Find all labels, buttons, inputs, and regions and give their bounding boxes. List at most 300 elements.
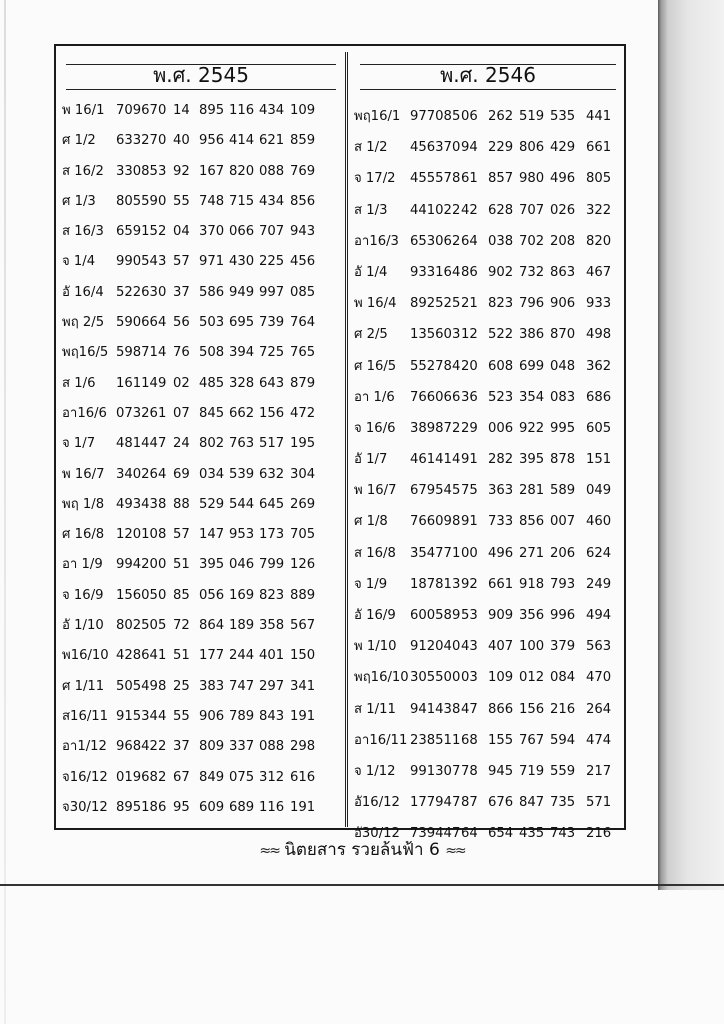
first-prize-number: 598714 [116,345,167,361]
draw-date: อั30/12 [354,826,400,842]
draw-date: พฤ 1/8 [62,496,105,512]
lottery-table [54,44,626,842]
three-digit-number: 244 [229,648,255,664]
three-digit-number: 806 [519,140,545,156]
two-digit-number: 55 [173,708,190,724]
three-digit-number: 859 [290,133,316,149]
three-digit-number: 156 [259,405,285,421]
three-digit-number: 689 [229,799,255,815]
two-digit-number: 04 [173,224,190,240]
three-digit-number: 056 [199,587,225,603]
three-digit-number: 733 [488,514,514,530]
two-digit-number: 75 [461,483,478,499]
three-digit-number: 535 [550,109,576,124]
three-digit-number: 956 [199,133,225,149]
three-digit-number: 189 [229,618,255,634]
two-digit-number: 68 [461,732,478,748]
three-digit-number: 662 [229,405,255,421]
two-digit-number: 02 [173,375,190,391]
draw-date: ส16/11 [62,708,109,724]
draw-date: จ 1/9 [354,576,388,592]
three-digit-number: 789 [229,708,255,724]
header-rule-bottom [66,89,336,90]
three-digit-number: 496 [488,545,514,561]
three-digit-number: 262 [488,109,514,124]
first-prize-number: 633270 [116,133,167,149]
three-digit-number: 632 [259,466,285,482]
three-digit-number: 594 [550,732,576,748]
three-digit-number: 628 [488,202,514,218]
three-digit-number: 943 [290,224,316,240]
three-digit-number: 341 [290,678,316,694]
three-digit-number: 735 [550,795,576,811]
three-digit-number: 429 [550,140,576,156]
two-digit-number: 95 [173,799,190,815]
two-digit-number: 20 [461,358,478,374]
two-digit-number: 06 [461,109,478,124]
three-digit-number: 799 [259,557,285,573]
two-digit-number: 64 [461,826,478,842]
draw-date: ส 16/2 [62,163,104,179]
three-digit-number: 208 [550,233,576,249]
three-digit-number: 467 [586,264,612,280]
three-digit-number: 430 [229,254,255,270]
three-digit-number: 769 [290,163,316,179]
three-digit-number: 383 [199,678,225,694]
three-digit-number: 539 [229,466,255,482]
draw-date: ศ 1/8 [354,514,388,530]
three-digit-number: 066 [229,224,255,240]
three-digit-number: 823 [259,587,285,603]
draw-date: อั16/12 [354,795,400,811]
first-prize-number: 135603 [410,327,461,343]
three-digit-number: 661 [586,140,612,156]
two-digit-number: 88 [173,496,190,512]
three-digit-number: 856 [290,193,316,209]
draw-date: ศ 2/5 [354,327,388,343]
three-digit-number: 012 [519,670,545,686]
three-digit-number: 608 [488,358,514,374]
three-digit-number: 845 [199,405,225,421]
three-digit-number: 407 [488,639,514,655]
two-digit-number: 29 [461,420,478,436]
three-digit-number: 586 [199,284,225,300]
year-column-2545 [60,46,342,815]
three-digit-number: 909 [488,608,514,623]
first-prize-number: 679545 [410,483,461,499]
three-digit-number: 006 [488,420,514,436]
three-digit-number: 732 [519,264,545,280]
three-digit-number: 169 [229,587,255,603]
first-prize-number: 659152 [116,224,167,240]
draw-date: ศ 1/11 [62,678,105,694]
three-digit-number: 589 [550,483,576,499]
draw-date: จ 1/4 [62,254,96,270]
draw-date: อั 1/10 [62,618,104,634]
two-digit-number: 92 [461,576,478,592]
first-prize-number: 522630 [116,284,167,300]
draw-date: พ16/10 [62,648,109,664]
three-digit-number: 796 [519,296,545,312]
two-digit-number: 53 [461,608,478,623]
three-digit-number: 217 [586,763,612,779]
two-digit-number: 57 [173,254,190,270]
draw-date: อา 1/6 [354,389,395,405]
three-digit-number: 857 [488,171,514,187]
two-digit-number: 24 [173,436,190,452]
page-bottom-rule [0,884,724,886]
three-digit-number: 707 [259,224,285,240]
three-digit-number: 249 [586,576,612,592]
draw-date: จ 16/6 [354,420,396,436]
three-digit-number: 470 [586,670,612,686]
first-prize-number: 455578 [410,171,461,187]
three-digit-number: 206 [550,545,576,561]
first-prize-number: 990543 [116,254,167,270]
three-digit-number: 173 [259,527,285,543]
three-digit-number: 661 [488,576,514,592]
draw-date: จ 17/2 [354,171,396,187]
two-digit-number: 03 [461,670,478,686]
two-digit-number: 42 [461,202,478,218]
two-digit-number: 92 [173,163,190,179]
draw-date: จ 1/12 [354,763,396,779]
ornament-icon: ≈≈ [445,843,465,859]
first-prize-number: 709670 [116,103,167,118]
three-digit-number: 765 [290,345,316,361]
three-digit-number: 474 [586,732,612,748]
three-digit-number: 312 [259,769,285,785]
three-digit-number: 866 [488,701,514,717]
three-digit-number: 434 [259,103,285,118]
draw-date: ส 16/8 [354,545,396,561]
three-digit-number: 109 [290,103,316,118]
first-prize-number: 802505 [116,618,167,634]
three-digit-number: 298 [290,739,316,755]
three-digit-number: 395 [199,557,225,573]
three-digit-number: 559 [550,763,576,779]
two-digit-number: 25 [173,678,190,694]
three-digit-number: 571 [586,795,612,811]
three-digit-number: 401 [259,648,285,664]
draw-date: ส 1/3 [354,202,388,218]
three-digit-number: 264 [586,701,612,717]
three-digit-number: 843 [259,708,285,724]
draw-date: อา1/12 [62,739,107,755]
first-prize-number: 461414 [410,452,461,468]
three-digit-number: 356 [519,608,545,623]
three-digit-number: 605 [586,420,612,436]
three-digit-number: 695 [229,315,255,331]
two-digit-number: 69 [173,466,190,482]
first-prize-number: 600589 [410,608,461,623]
three-digit-number: 906 [550,296,576,312]
three-digit-number: 624 [586,545,612,561]
three-digit-number: 026 [550,202,576,218]
three-digit-number: 363 [488,483,514,499]
three-digit-number: 902 [488,264,514,280]
two-digit-number: 36 [461,389,478,405]
three-digit-number: 109 [488,670,514,686]
three-digit-number: 906 [199,708,225,724]
three-digit-number: 856 [519,514,545,530]
three-digit-number: 654 [488,826,514,842]
first-prize-number: 330853 [116,163,167,179]
three-digit-number: 870 [550,327,576,343]
first-prize-number: 915344 [116,708,167,724]
draw-date: อา 1/9 [62,557,103,573]
three-digit-number: 177 [199,648,225,664]
three-digit-number: 441 [586,109,612,124]
draw-date: ส 16/3 [62,224,104,240]
three-digit-number: 945 [488,763,514,779]
three-digit-number: 167 [199,163,225,179]
draw-date: พ 16/4 [354,296,397,312]
three-digit-number: 823 [488,296,514,312]
first-prize-number: 912040 [410,639,461,655]
first-prize-number: 994200 [116,557,167,573]
two-digit-number: 47 [461,701,478,717]
header-rule-bottom [360,89,616,90]
year-column-2546 [354,46,622,842]
first-prize-number: 933164 [410,264,461,280]
two-digit-number: 07 [173,405,190,421]
first-prize-number: 552784 [410,358,461,374]
three-digit-number: 191 [290,708,316,724]
three-digit-number: 809 [199,739,225,755]
three-digit-number: 802 [199,436,225,452]
three-digit-number: 508 [199,345,225,361]
three-digit-number: 996 [550,608,576,623]
three-digit-number: 544 [229,496,255,512]
three-digit-number: 529 [199,496,225,512]
three-digit-number: 997 [259,284,285,300]
first-prize-number: 977085 [410,109,461,124]
three-digit-number: 895 [199,103,225,118]
three-digit-number: 116 [229,103,255,118]
two-digit-number: 86 [461,264,478,280]
three-digit-number: 517 [259,436,285,452]
three-digit-number: 195 [290,436,316,452]
two-digit-number: 37 [173,739,190,755]
page-footer [0,838,724,863]
column-header [354,46,622,98]
first-prize-number: 354771 [410,545,461,561]
ornament-icon: ≈≈ [259,843,279,859]
two-digit-number: 51 [173,648,190,664]
three-digit-number: 863 [550,264,576,280]
first-prize-number: 493438 [116,496,167,512]
first-prize-number: 766066 [410,389,461,405]
three-digit-number: 763 [229,436,255,452]
three-digit-number: 739 [259,315,285,331]
three-digit-number: 083 [550,389,576,405]
three-digit-number: 621 [259,133,285,149]
three-digit-number: 847 [519,795,545,811]
three-digit-number: 038 [488,233,514,249]
three-digit-number: 743 [550,826,576,842]
three-digit-number: 379 [550,639,576,655]
three-digit-number: 216 [586,826,612,842]
three-digit-number: 034 [199,466,225,482]
three-digit-number: 676 [488,795,514,811]
draw-date: ศ 1/3 [62,193,96,209]
three-digit-number: 075 [229,769,255,785]
draw-date: จ 16/9 [62,587,104,603]
three-digit-number: 191 [290,799,316,815]
three-digit-number: 609 [199,799,225,815]
scan-shadow-left [4,0,6,1024]
three-digit-number: 328 [229,375,255,391]
three-digit-number: 297 [259,678,285,694]
three-digit-number: 820 [586,233,612,249]
two-digit-number: 94 [461,140,478,156]
three-digit-number: 046 [229,557,255,573]
draw-date: พ 16/7 [354,483,397,499]
two-digit-number: 87 [461,795,478,811]
draw-date: ส 1/6 [62,375,96,391]
three-digit-number: 719 [519,763,545,779]
year-title: พ.ศ. 2546 [440,63,536,87]
draw-date: ส 1/11 [354,701,396,717]
three-digit-number: 322 [586,202,612,218]
two-digit-number: 56 [173,315,190,331]
three-digit-number: 271 [519,545,545,561]
three-digit-number: 088 [259,739,285,755]
year-title: พ.ศ. 2545 [153,63,249,87]
three-digit-number: 563 [586,639,612,655]
three-digit-number: 494 [586,608,612,623]
three-digit-number: 949 [229,284,255,300]
three-digit-number: 643 [259,375,285,391]
draw-date: จ 1/7 [62,436,96,452]
first-prize-number: 019682 [116,769,167,785]
draw-date: อา16/6 [62,405,107,421]
three-digit-number: 805 [586,171,612,187]
first-prize-number: 120108 [116,527,167,543]
three-digit-number: 820 [229,163,255,179]
three-digit-number: 918 [519,576,545,592]
first-prize-number: 456370 [410,140,461,156]
draw-date: อั 1/7 [354,452,388,468]
three-digit-number: 922 [519,420,545,436]
first-prize-number: 156050 [116,587,167,603]
first-prize-number: 766098 [410,514,461,530]
draw-date: อั 16/4 [62,284,104,300]
draw-date: อา16/11 [354,732,408,748]
two-digit-number: 51 [173,557,190,573]
three-digit-number: 414 [229,133,255,149]
three-digit-number: 705 [290,527,316,543]
first-prize-number: 428641 [116,648,167,664]
three-digit-number: 282 [488,452,514,468]
draw-date: พฤ16/5 [62,345,109,361]
three-digit-number: 088 [259,163,285,179]
two-digit-number: 14 [173,103,190,118]
three-digit-number: 225 [259,254,285,270]
two-digit-number: 61 [461,171,478,187]
three-digit-number: 155 [488,732,514,748]
two-digit-number: 40 [173,133,190,149]
three-digit-number: 503 [199,315,225,331]
three-digit-number: 460 [586,514,612,530]
three-digit-number: 048 [550,358,576,374]
draw-date: ศ 16/8 [62,527,105,543]
three-digit-number: 358 [259,618,285,634]
three-digit-number: 394 [229,345,255,361]
three-digit-number: 764 [290,315,316,331]
three-digit-number: 126 [290,557,316,573]
two-digit-number: 91 [461,514,478,530]
magazine-page-label: นิตยสาร รวยล้นฟ้า 6 [284,840,440,860]
three-digit-number: 150 [290,648,316,664]
draw-date: พ 16/1 [62,103,105,118]
first-prize-number: 892525 [410,296,461,312]
three-digit-number: 747 [229,678,255,694]
page-edge-shadow [658,0,724,890]
first-prize-number: 941438 [410,701,461,717]
three-digit-number: 953 [229,527,255,543]
first-prize-number: 238511 [410,732,461,748]
two-digit-number: 43 [461,639,478,655]
three-digit-number: 971 [199,254,225,270]
three-digit-number: 523 [488,389,514,405]
three-digit-number: 229 [488,140,514,156]
two-digit-number: 72 [173,618,190,634]
draw-date: จ16/12 [62,769,108,785]
two-digit-number: 21 [461,296,478,312]
draw-date: พ 1/10 [354,639,397,655]
two-digit-number: 00 [461,545,478,561]
draw-date: อั 16/9 [354,608,396,623]
two-digit-number: 37 [173,284,190,300]
draw-date: ศ 1/2 [62,133,96,149]
draw-date: พฤ16/1 [354,109,401,124]
three-digit-number: 725 [259,345,285,361]
draw-date: ส 1/2 [354,140,388,156]
three-digit-number: 519 [519,109,545,124]
two-digit-number: 76 [173,345,190,361]
first-prize-number: 481447 [116,436,167,452]
two-digit-number: 78 [461,763,478,779]
first-prize-number: 177947 [410,795,461,811]
three-digit-number: 147 [199,527,225,543]
first-prize-number: 991307 [410,763,461,779]
two-digit-number: 12 [461,327,478,343]
three-digit-number: 616 [290,769,316,785]
first-prize-number: 505498 [116,678,167,694]
three-digit-number: 395 [519,452,545,468]
draw-date: พฤ16/10 [354,670,409,686]
first-prize-number: 187813 [410,576,461,592]
three-digit-number: 370 [199,224,225,240]
three-digit-number: 879 [290,375,316,391]
two-digit-number: 91 [461,452,478,468]
three-digit-number: 337 [229,739,255,755]
three-digit-number: 354 [519,389,545,405]
first-prize-number: 340264 [116,466,167,482]
three-digit-number: 567 [290,618,316,634]
first-prize-number: 161149 [116,375,167,391]
three-digit-number: 793 [550,576,576,592]
three-digit-number: 216 [550,701,576,717]
three-digit-number: 151 [586,452,612,468]
three-digit-number: 864 [199,618,225,634]
draw-date: จ30/12 [62,799,108,815]
three-digit-number: 304 [290,466,316,482]
three-digit-number: 933 [586,296,612,312]
three-digit-number: 472 [290,405,316,421]
